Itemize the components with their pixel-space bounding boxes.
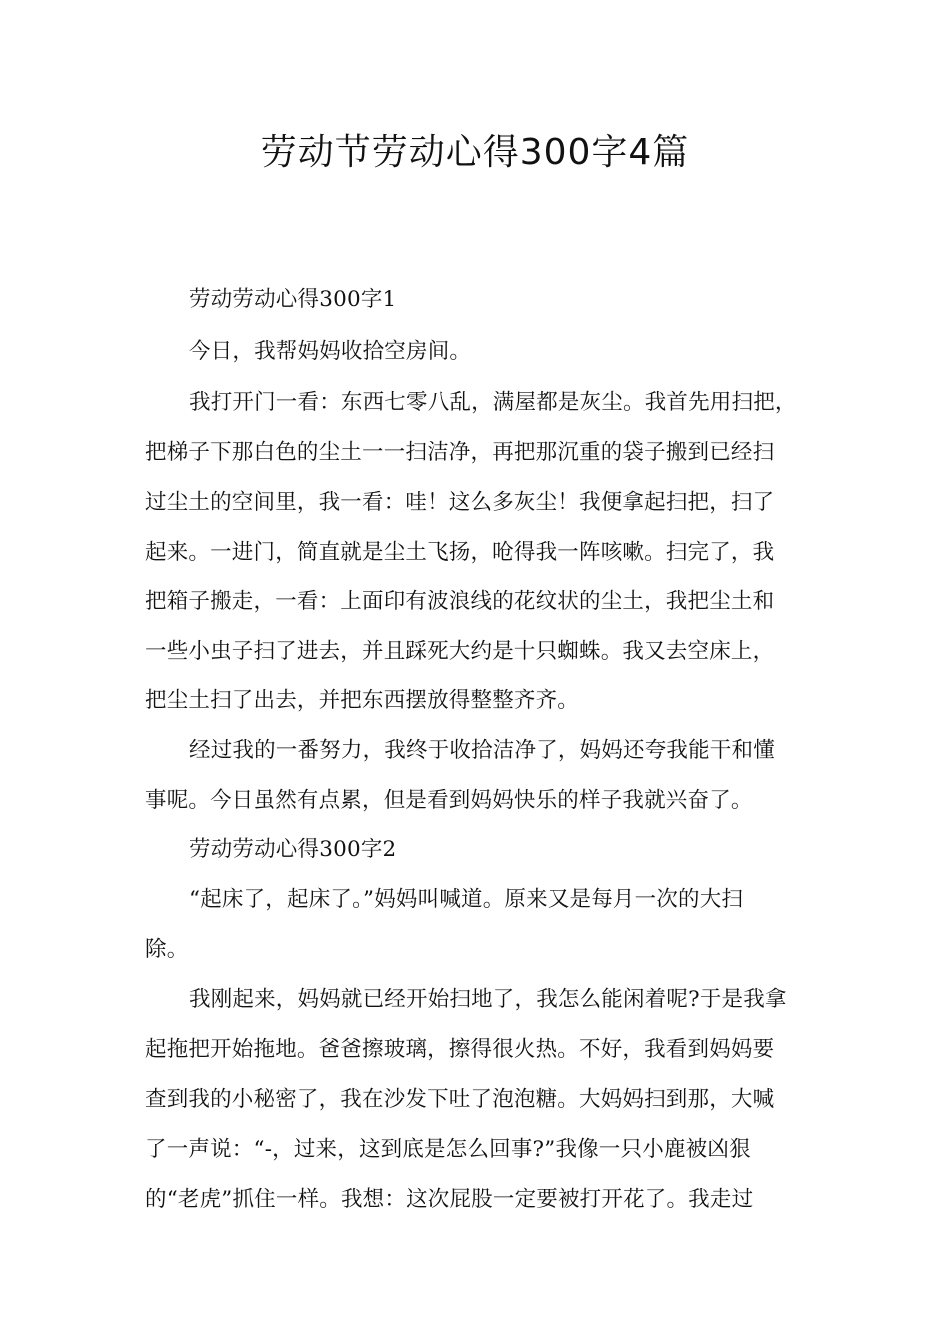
paragraph-line: 过尘土的空间里，我一看：哇！这么多灰尘！我便拿起扫把，扫了 [145,490,775,515]
paragraph-line: 了一声说：“-，过来，这到底是怎么回事?”我像一只小鹿被凶狠 [145,1137,751,1162]
paragraph-line: 除。 [145,937,189,962]
document-title: 劳动节劳动心得300字4篇 [260,132,690,173]
paragraph-line: 起拖把开始拖地。爸爸擦玻璃，擦得很火热。不好，我看到妈妈要 [145,1037,775,1062]
section-heading-1: 劳动劳动心得300字1 [189,287,397,312]
section-heading-2: 劳动劳动心得300字2 [189,837,397,862]
paragraph-line: 一些小虫子扫了进去，并且踩死大约是十只蜘蛛。我又去空床上， [145,639,775,664]
paragraph-line: 查到我的小秘密了，我在沙发下吐了泡泡糖。大妈妈扫到那，大喊 [145,1087,775,1112]
paragraph-line: 我打开门一看：东西七零八乱，满屋都是灰尘。我首先用扫把， [189,390,797,415]
paragraph-line: 起来。一进门，简直就是尘土飞扬，呛得我一阵咳嗽。扫完了，我 [145,540,775,565]
paragraph-line: 经过我的一番努力，我终于收拾洁净了，妈妈还夸我能干和懂 [189,738,775,763]
paragraph-line: 把梯子下那白色的尘土一一扫洁净，再把那沉重的袋子搬到已经扫 [145,440,775,465]
paragraph-line: 把箱子搬走，一看：上面印有波浪线的花纹状的尘土，我把尘土和 [145,589,775,614]
paragraph-line: “起床了，起床了。”妈妈叫喊道。原来又是每月一次的大扫 [189,887,744,912]
paragraph-line: 事呢。今日虽然有点累，但是看到妈妈快乐的样子我就兴奋了。 [145,788,753,813]
paragraph-line: 把尘土扫了出去，并把东西摆放得整整齐齐。 [145,688,580,713]
paragraph-line: 的“老虎”抓住一样。我想：这次屁股一定要被打开花了。我走过 [145,1187,754,1212]
paragraph-line: 我刚起来，妈妈就已经开始扫地了，我怎么能闲着呢?于是我拿 [189,987,787,1012]
paragraph-line: 今日，我帮妈妈收拾空房间。 [189,339,472,364]
